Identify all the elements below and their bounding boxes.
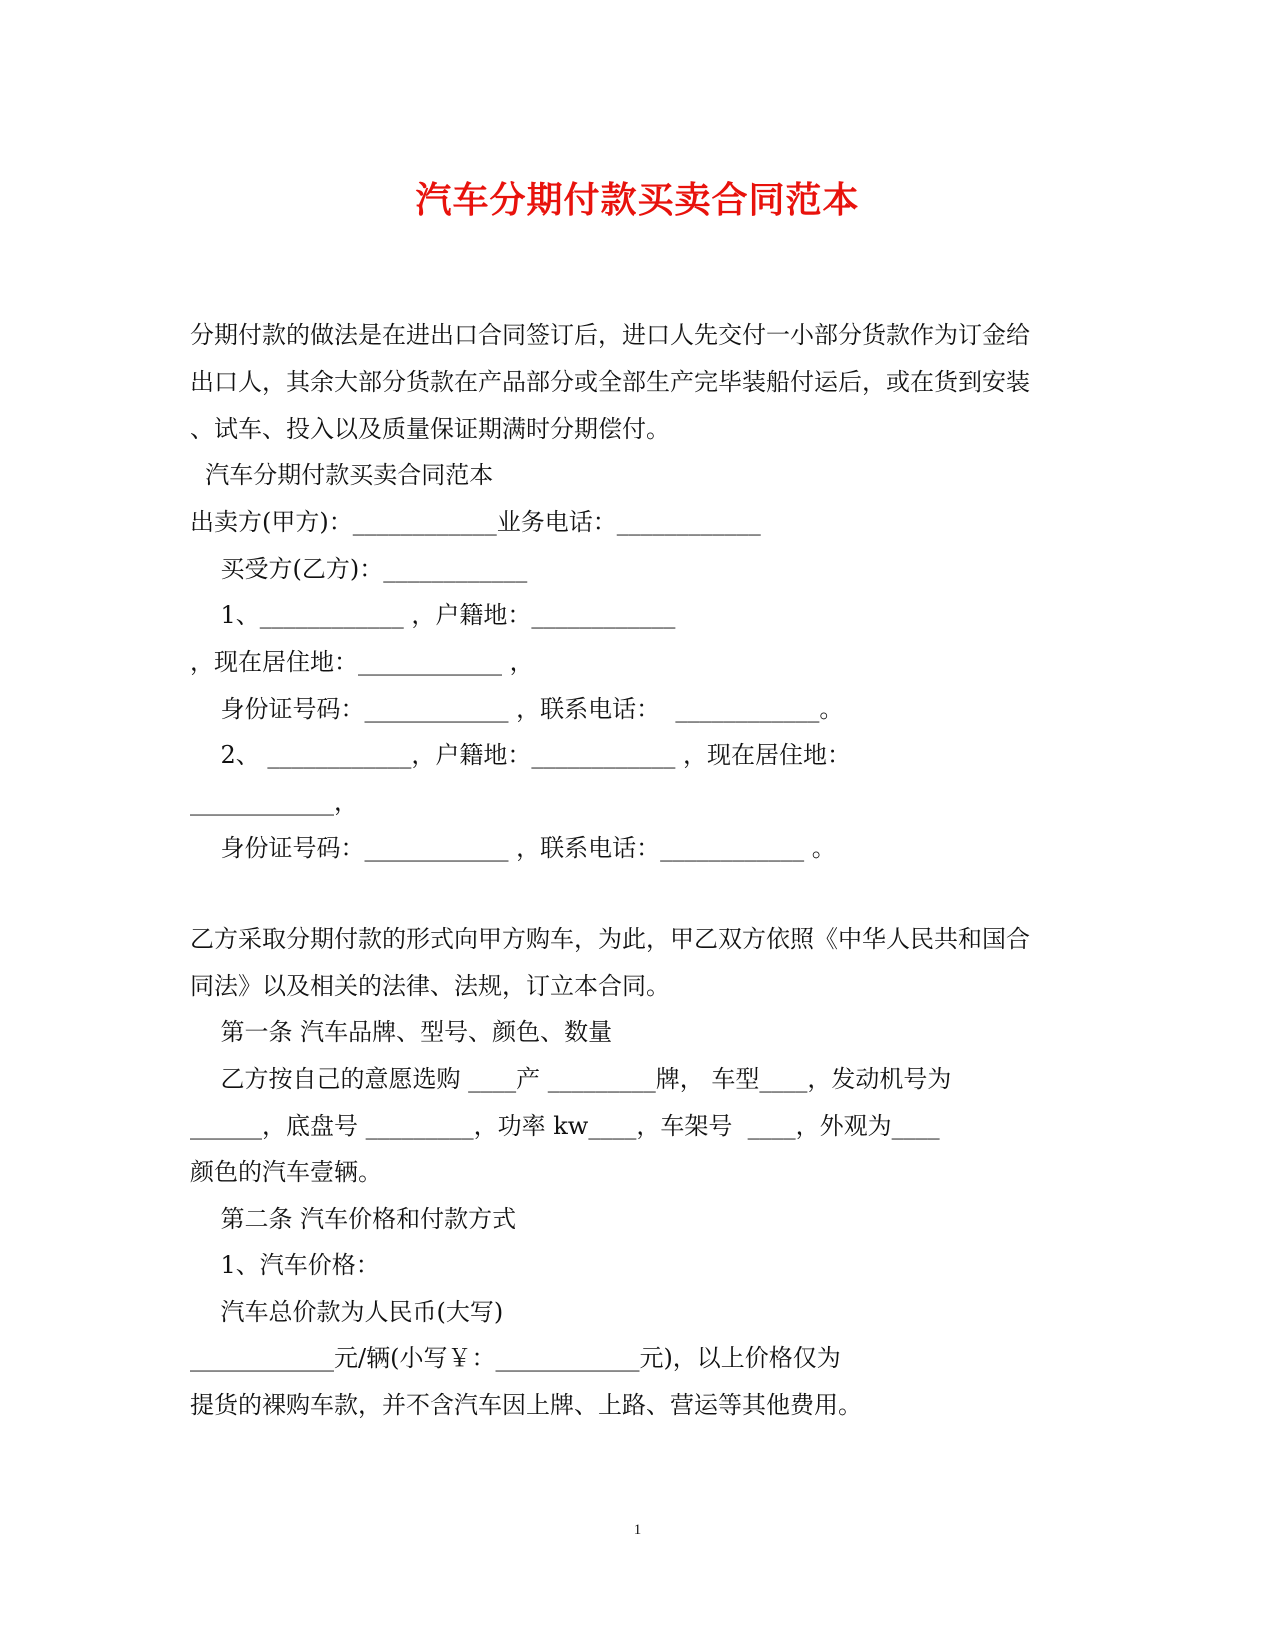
article-heading: 第一条 汽车品牌、型号、颜色、数量 [190,1018,613,1046]
document-title: 汽车分期付款买卖合同范本 [415,179,860,221]
buyer2-id-line: 身份证号码：____________ ，联系电话：____________ 。 [190,834,836,862]
body-line: 提货的裸购车款，并不含汽车因上牌、上路、营运等其他费用。 [190,1391,862,1419]
buyer2-address-line: ____________， [190,788,358,816]
body-line: 乙方采取分期付款的形式向甲方购车，为此，甲乙双方依照《中华人民共和国合 [190,925,1030,953]
article-heading: 第二条 汽车价格和付款方式 [190,1205,517,1233]
buyer-line: 买受方(乙方)：____________ [190,555,528,583]
body-line: 汽车总价款为人民币(大写) [190,1298,504,1326]
body-line: 颜色的汽车壹辆。 [190,1158,382,1186]
body-line: 出口人，其余大部分货款在产品部分或全部生产完毕装船付运后，或在货到安装 [190,368,1030,396]
page-number: 1 [633,1522,642,1538]
body-line: 分期付款的做法是在进出口合同签订后，进口人先交付一小部分货款作为订金给 [190,321,1030,349]
body-line: ______，底盘号 _________，功率 kw____，车架号 ____，外观为____ [190,1112,940,1140]
body-line: 1、汽车价格： [190,1251,380,1279]
buyer1-id-line: 身份证号码：____________ ，联系电话： ____________。 [190,695,844,723]
buyer2-line: 2、 ____________，户籍地：____________ ，现在居住地： [190,741,852,769]
section-heading: 汽车分期付款买卖合同范本 [190,461,494,489]
body-line: ____________元/辆(小写￥：____________元)，以上价格仅为 [190,1344,841,1372]
buyer1-address-line: ，现在居住地：____________ ， [190,648,534,676]
buyer1-line: 1、____________ ，户籍地：____________ [190,601,676,629]
seller-line: 出卖方(甲方)：____________业务电话：____________ [190,508,761,536]
body-line: 同法》以及相关的法律、法规，订立本合同。 [190,972,670,1000]
body-line: 乙方按自己的意愿选购 ____产 _________牌， 车型____，发动机号为 [190,1065,952,1093]
body-line: 、试车、投入以及质量保证期满时分期偿付。 [190,415,670,443]
